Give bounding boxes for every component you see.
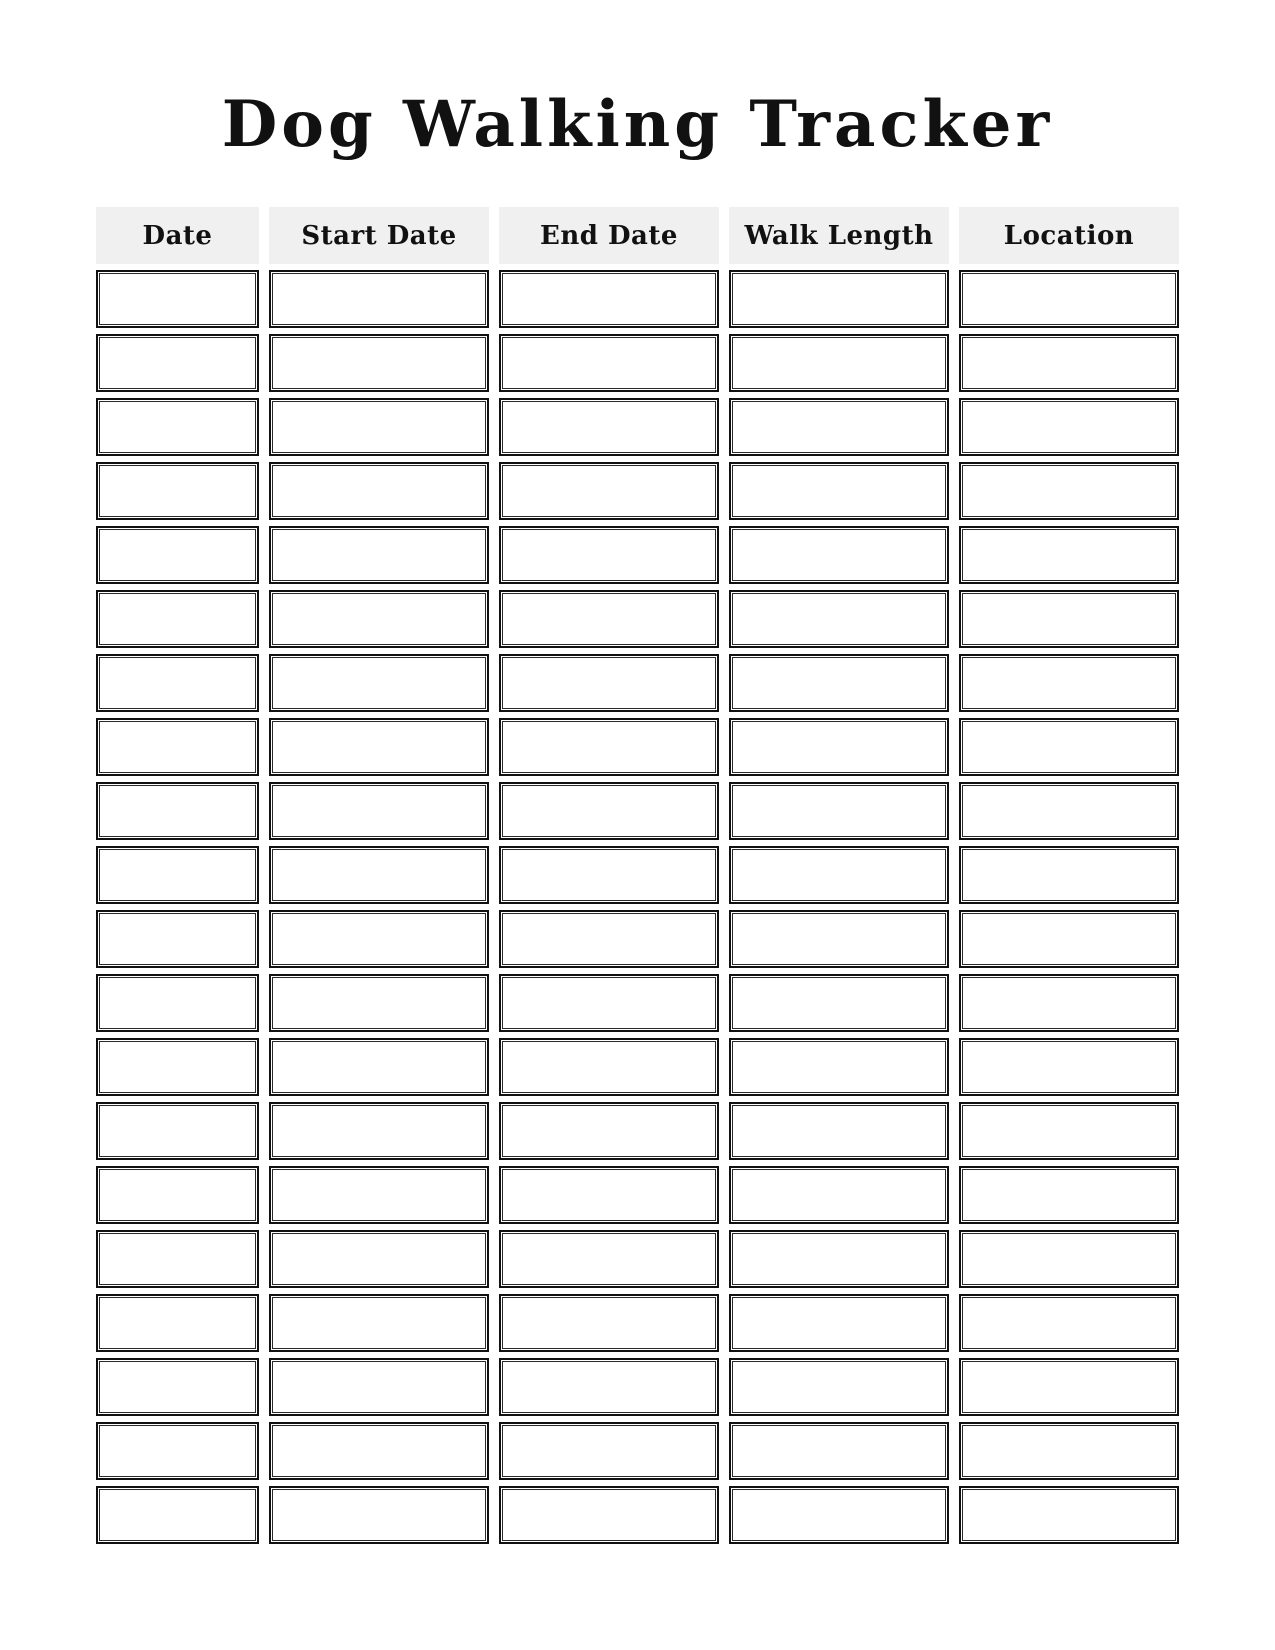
column-header-walk-length: Walk Length: [729, 207, 949, 264]
entry-cell-location[interactable]: [959, 270, 1179, 328]
entry-cell-start-date[interactable]: [269, 1294, 489, 1352]
entry-cell-start-date[interactable]: [269, 1166, 489, 1224]
entry-cell-walk-length[interactable]: [729, 782, 949, 840]
entry-cell-end-date[interactable]: [499, 334, 719, 392]
entry-cell-start-date[interactable]: [269, 590, 489, 648]
entry-cell-end-date[interactable]: [499, 1358, 719, 1416]
entry-cell-walk-length[interactable]: [729, 1294, 949, 1352]
entry-cell-date[interactable]: [96, 1358, 259, 1416]
entry-cell-end-date[interactable]: [499, 974, 719, 1032]
entry-cell-end-date[interactable]: [499, 398, 719, 456]
entry-cell-walk-length[interactable]: [729, 1102, 949, 1160]
entry-cell-date[interactable]: [96, 462, 259, 520]
entry-cell-end-date[interactable]: [499, 782, 719, 840]
entry-cell-location[interactable]: [959, 398, 1179, 456]
entry-cell-location[interactable]: [959, 1166, 1179, 1224]
entry-cell-location[interactable]: [959, 910, 1179, 968]
entry-cell-walk-length[interactable]: [729, 1230, 949, 1288]
column-header-end-date: End Date: [499, 207, 719, 264]
entry-cell-walk-length[interactable]: [729, 398, 949, 456]
entry-cell-date[interactable]: [96, 398, 259, 456]
entry-cell-location[interactable]: [959, 782, 1179, 840]
entry-cell-walk-length[interactable]: [729, 1486, 949, 1544]
entry-cell-end-date[interactable]: [499, 462, 719, 520]
entry-cell-end-date[interactable]: [499, 910, 719, 968]
entry-cell-end-date[interactable]: [499, 1230, 719, 1288]
entry-cell-start-date[interactable]: [269, 334, 489, 392]
entry-cell-walk-length[interactable]: [729, 974, 949, 1032]
entry-cell-date[interactable]: [96, 1230, 259, 1288]
entry-cell-date[interactable]: [96, 1294, 259, 1352]
entry-cell-date[interactable]: [96, 846, 259, 904]
entry-cell-walk-length[interactable]: [729, 1166, 949, 1224]
entry-cell-date[interactable]: [96, 270, 259, 328]
entry-cell-location[interactable]: [959, 974, 1179, 1032]
entry-cell-start-date[interactable]: [269, 782, 489, 840]
column-header-start-date: Start Date: [269, 207, 489, 264]
entry-cell-end-date[interactable]: [499, 1294, 719, 1352]
entry-cell-walk-length[interactable]: [729, 526, 949, 584]
entry-cell-start-date[interactable]: [269, 526, 489, 584]
entry-cell-start-date[interactable]: [269, 1102, 489, 1160]
entry-cell-end-date[interactable]: [499, 1102, 719, 1160]
entry-cell-end-date[interactable]: [499, 1166, 719, 1224]
entry-cell-date[interactable]: [96, 590, 259, 648]
entry-cell-end-date[interactable]: [499, 718, 719, 776]
entry-cell-end-date[interactable]: [499, 846, 719, 904]
entry-cell-start-date[interactable]: [269, 654, 489, 712]
entry-cell-walk-length[interactable]: [729, 334, 949, 392]
entry-cell-date[interactable]: [96, 526, 259, 584]
entry-cell-walk-length[interactable]: [729, 910, 949, 968]
entry-cell-end-date[interactable]: [499, 270, 719, 328]
entry-cell-start-date[interactable]: [269, 398, 489, 456]
entry-cell-date[interactable]: [96, 334, 259, 392]
entry-cell-end-date[interactable]: [499, 654, 719, 712]
entry-cell-start-date[interactable]: [269, 1038, 489, 1096]
page-title: Dog Walking Tracker: [221, 87, 1054, 162]
entry-cell-start-date[interactable]: [269, 1230, 489, 1288]
entry-cell-start-date[interactable]: [269, 462, 489, 520]
entry-cell-date[interactable]: [96, 718, 259, 776]
column-header-location: Location: [959, 207, 1179, 264]
entry-cell-end-date[interactable]: [499, 1422, 719, 1480]
entry-cell-walk-length[interactable]: [729, 590, 949, 648]
entry-cell-location[interactable]: [959, 1422, 1179, 1480]
entry-cell-start-date[interactable]: [269, 270, 489, 328]
entry-cell-end-date[interactable]: [499, 1038, 719, 1096]
entry-cell-date[interactable]: [96, 1486, 259, 1544]
entry-cell-walk-length[interactable]: [729, 654, 949, 712]
entry-cell-date[interactable]: [96, 1102, 259, 1160]
entry-cell-start-date[interactable]: [269, 846, 489, 904]
entry-cell-start-date[interactable]: [269, 1486, 489, 1544]
entry-cell-date[interactable]: [96, 1038, 259, 1096]
entry-cell-location[interactable]: [959, 1486, 1179, 1544]
entry-cell-location[interactable]: [959, 1294, 1179, 1352]
entry-cell-end-date[interactable]: [499, 1486, 719, 1544]
entry-cell-location[interactable]: [959, 654, 1179, 712]
entry-cell-start-date[interactable]: [269, 910, 489, 968]
entry-cell-end-date[interactable]: [499, 526, 719, 584]
entry-cell-walk-length[interactable]: [729, 462, 949, 520]
entry-cell-walk-length[interactable]: [729, 1038, 949, 1096]
entry-cell-date[interactable]: [96, 1422, 259, 1480]
entry-cell-walk-length[interactable]: [729, 270, 949, 328]
entry-cell-date[interactable]: [96, 782, 259, 840]
entry-cell-date[interactable]: [96, 910, 259, 968]
entry-cell-location[interactable]: [959, 1230, 1179, 1288]
entry-cell-location[interactable]: [959, 1038, 1179, 1096]
entry-cell-start-date[interactable]: [269, 1358, 489, 1416]
entry-cell-start-date[interactable]: [269, 1422, 489, 1480]
entry-cell-location[interactable]: [959, 1102, 1179, 1160]
entry-cell-walk-length[interactable]: [729, 1422, 949, 1480]
entry-cell-start-date[interactable]: [269, 974, 489, 1032]
tracker-table: [96, 207, 1179, 1544]
entry-cell-location[interactable]: [959, 718, 1179, 776]
entry-cell-date[interactable]: [96, 974, 259, 1032]
entry-cell-end-date[interactable]: [499, 590, 719, 648]
entry-cell-location[interactable]: [959, 590, 1179, 648]
entry-cell-walk-length[interactable]: [729, 1358, 949, 1416]
entry-cell-walk-length[interactable]: [729, 718, 949, 776]
entry-cell-location[interactable]: [959, 334, 1179, 392]
entry-cell-location[interactable]: [959, 526, 1179, 584]
entry-cell-date[interactable]: [96, 1166, 259, 1224]
entry-cell-location[interactable]: [959, 462, 1179, 520]
column-header-date: Date: [96, 207, 259, 264]
entry-cell-location[interactable]: [959, 846, 1179, 904]
entry-cell-walk-length[interactable]: [729, 846, 949, 904]
entry-cell-start-date[interactable]: [269, 718, 489, 776]
entry-cell-location[interactable]: [959, 1358, 1179, 1416]
entry-cell-date[interactable]: [96, 654, 259, 712]
